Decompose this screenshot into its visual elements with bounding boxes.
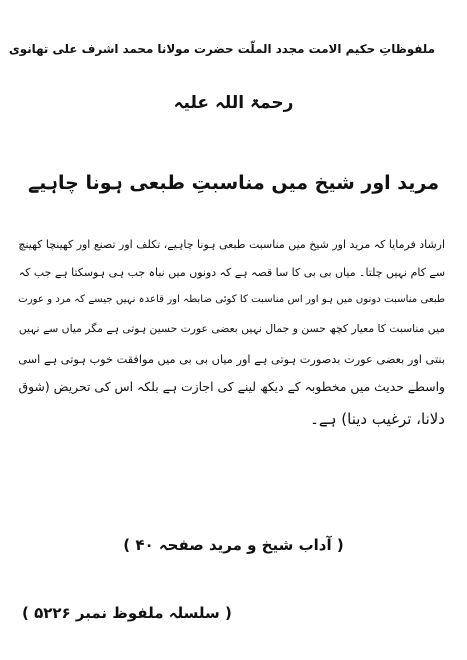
- body-line-5: بنتی اور بعضی عورت بدصورت ہوتی ہے اور میاں بی بی میں موافقت خوب ہوتی ہے اسی: [18, 352, 445, 366]
- source-reference: ( آداب شیخ و مرید صفحہ ۴۰ ): [123, 536, 344, 554]
- header-title: ملفوظاتِ حکیم الامت مجدد الملّت حضرت مولانا محمد اشرف علی تھانوی: [8, 42, 435, 56]
- body-line-4: میں مناسبت کا معیار کچھ حسن و جمال نہیں بعضی عورت حسین ہوتی ہے مگر میاں سے نہیں: [18, 322, 445, 335]
- section-heading: مرید اور شیخ میں مناسبتِ طبعی ہونا چاہیے: [28, 172, 439, 194]
- body-line-1: ارشاد فرمایا کہ مرید اور شیخ میں مناسبت طبعی ہونا چاہیے، تکلف اور تصنع اور کھینچا کھینچ: [18, 238, 445, 251]
- body-line-2: سے کام نہیں چلتا۔ میاں بی بی کا سا قصہ ہے کہ دونوں میں نباہ جب ہی ہوسکتا ہے جب کہ: [18, 266, 445, 279]
- series-number: ( سلسلہ ملفوظ نمبر ۵۲۲۶ ): [22, 604, 232, 622]
- body-line-6: واسطے حدیث میں مخطوبہ کے دیکھ لینے کی اجازت ہے بلکہ اس کی تحریض (شوق: [18, 380, 445, 394]
- header-subtitle: رحمۃ اللہ علیہ: [173, 93, 294, 113]
- body-line-3: طبعی مناسبت دونوں میں ہو اور اس مناسبت کا کوئی ضابطہ اور قاعدہ نہیں جیسے کہ مرد و عورت: [18, 294, 445, 305]
- body-line-7: دلانا، ترغیب دینا) ہے۔: [310, 410, 445, 428]
